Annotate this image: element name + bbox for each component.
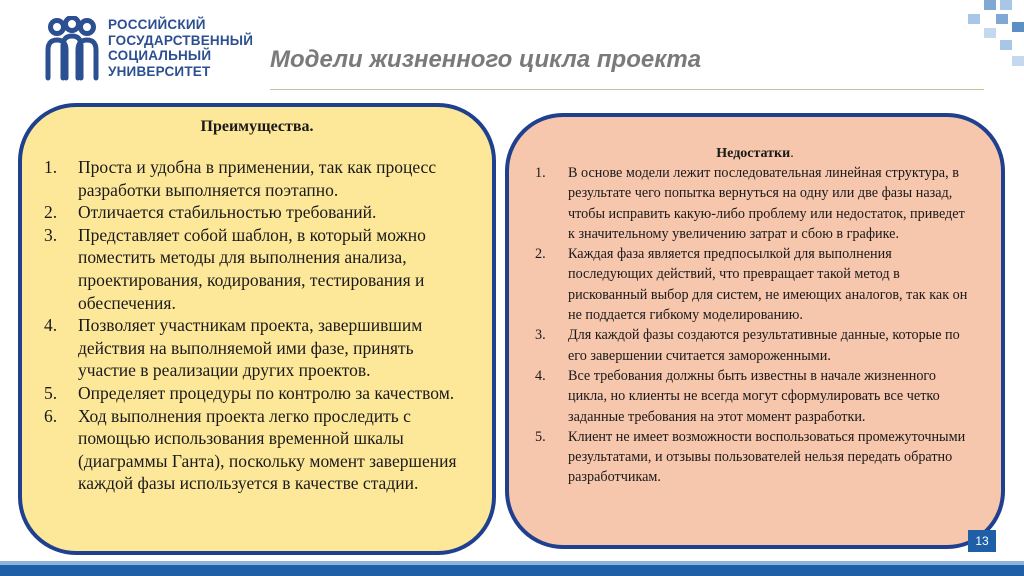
title-divider xyxy=(270,89,984,90)
advantages-panel xyxy=(18,103,496,555)
list-item xyxy=(44,224,468,314)
list-item xyxy=(535,366,973,427)
item-text: Определяет процедуры по контролю за качеством. xyxy=(78,382,455,403)
item-number: 6. xyxy=(44,405,58,426)
advantages-heading: Преимущества. xyxy=(200,118,314,135)
list-item xyxy=(535,427,973,488)
item-text: Проста и удобна в применении, так как процесс разработки выполняется поэтапно. xyxy=(78,157,437,200)
item-number: 2. xyxy=(44,202,58,223)
logo-line: РОССИЙСКИЙ xyxy=(108,17,206,32)
item-text: Позволяет участникам проекта, завершившим действия на выполняемой ими фазе, принять участие в реализации других проектов. xyxy=(78,315,423,381)
logo-line: СОЦИАЛЬНЫЙ xyxy=(108,48,212,63)
list-item xyxy=(535,325,973,366)
item-text: Все требования должны быть известны в начале жизненного цикла, но клиенты не всегда могут сформулировать все четко заданные требования на этот момент разработки. xyxy=(568,367,940,425)
item-number: 3. xyxy=(535,327,546,344)
item-text: Представляет собой шаблон, в который можно поместить методы для выполнения анализа, проектирования, кодирования, тестирования и обеспечения. xyxy=(78,224,426,313)
advantages-list xyxy=(44,156,468,495)
list-item xyxy=(535,244,973,325)
item-number: 1. xyxy=(535,165,546,181)
list-item xyxy=(44,405,468,495)
list-item xyxy=(535,163,973,244)
item-number: 2. xyxy=(535,246,546,263)
disadvantages-list xyxy=(535,163,973,488)
page-title: Модели жизненного цикла проекта xyxy=(270,46,702,73)
item-number: 5. xyxy=(535,428,546,445)
page-number: 13 xyxy=(968,530,996,552)
item-number: 4. xyxy=(535,367,546,384)
logo-line: УНИВЕРСИТЕТ xyxy=(108,63,211,79)
item-text: Отличается стабильностью требований. xyxy=(78,202,377,223)
item-number: 1. xyxy=(44,157,58,177)
item-text: Клиент не имеет возможности воспользоваться промежуточными результатами, и отзывы пользователей нельзя передать обратно разработчикам. xyxy=(568,428,966,486)
item-text: В основе модели лежит последовательная линейная структура, в результате чего попытка вернуться на одну или две фазы назад, чтобы исправить какую-либо проблему или недостаток, приведет к значительному увеличению затрат и сбою в графике. xyxy=(568,165,965,242)
item-number: 3. xyxy=(44,224,58,245)
disadvantages-panel xyxy=(505,113,1005,549)
item-text: Ход выполнения проекта легко проследить с помощью использования временной шкалы (диаграммы Ганта), поскольку момент завершения каждой фазы используется в качестве стадии. xyxy=(78,405,457,494)
people-logo-icon xyxy=(44,16,100,82)
item-number: 4. xyxy=(44,315,58,336)
disadvantages-heading xyxy=(509,146,1001,162)
list-item xyxy=(44,201,468,224)
university-logo xyxy=(44,14,274,84)
logo-line: ГОСУДАРСТВЕННЫЙ xyxy=(108,32,254,48)
list-item xyxy=(44,156,468,201)
list-item xyxy=(44,382,468,405)
item-text: Каждая фаза является предпосылкой для выполнения последующих действий, что превращает такой метод в рискованный выбор для систем, не имеющих аналогов, так как он не поддается гибкому моделированию. xyxy=(568,246,968,324)
heading-suffix: . xyxy=(790,146,794,161)
logo-text xyxy=(108,17,253,79)
list-item xyxy=(44,314,468,382)
item-number: 5. xyxy=(44,382,58,403)
disadvantages-heading-text: Недостатки xyxy=(716,146,791,161)
footer-bar xyxy=(0,565,1024,576)
item-text: Для каждой фазы создаются результативные данные, которые по его завершении считается замороженными. xyxy=(568,327,960,364)
